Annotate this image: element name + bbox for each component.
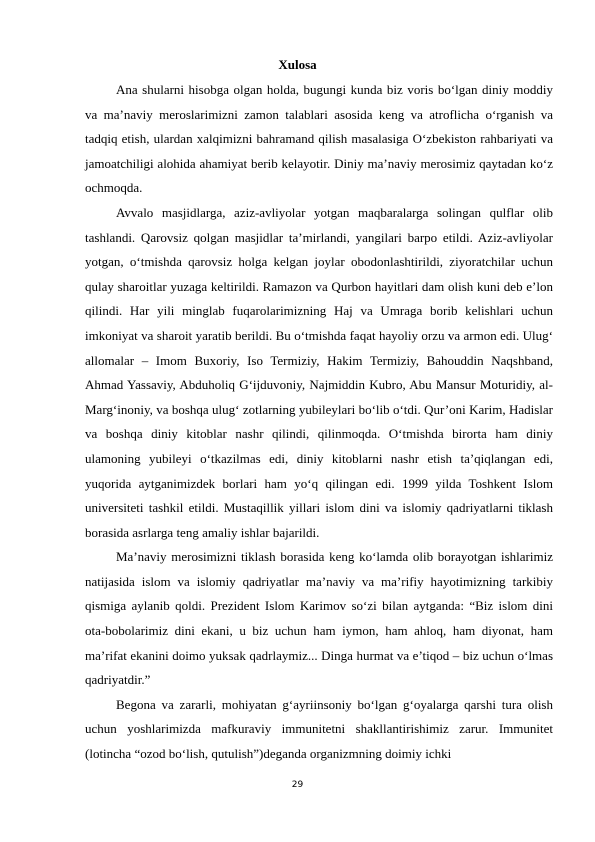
paragraph-2: Avvalo masjidlarga, aziz-avliyolar yotgan maqbaralarga solingan qulflar olib tashlandi. Qarovsiz qolgan masjidlar ta’mirlandi, yangilari barpo etildi. Aziz-avliyolar yotgan, o‘tmishda qarovsiz holga kelgan joylar obodonlashtirildi, ziyoratchilar uchun qulay sharoitlar yuzaga keltirildi. Ramazon va Qurbon hayitlari dam olish kuni deb e’lon qilindi. Har yili minglab fuqarolarimizning Haj va Umraga borib kelishlari uchun imkoniyat va sharoit yaratib berildi. Bu o‘tmishda faqat hayoliy orzu va armon edi. Ulug‘ allomalar – Imom Buxoriy, Iso Termiziy, Hakim Termiziy, Bahouddin Naqshband, Ahmad Yassaviy, Abduholiq G‘ijduvoniy, Najmiddin Kubro, Abu Mansur Moturidiy, al-Marg‘inoniy, va boshqa ulug‘ zotlarning yubileylari bo‘lib o‘tdi. Qur’oni Karim, Hadislar va boshqa diniy kitoblar nashr qilindi, qilinmoqda. O‘tmishda birorta ham diniy ulamoning yubileyi o‘tkazilmas edi, diniy kitoblarni nashr etish ta’qiqlangan edi, yuqorida aytganimizdek borlari ham yo‘q qilingan edi. 1999 yilda Toshkent Islom universiteti tashkil etildi. Mustaqillik yillari islom dini va islomiy qadriyatlarni tiklash borasida asrlarga teng amaliy ishlar bajarildi. xyxy=(85,204,553,540)
paragraph-4: Begona va zararli, mohiyatan g‘ayriinsoniy bo‘lgan g‘oyalarga qarshi tura olish uchun yoshlarimizda mafkuraviy immunitetni shakllantirishimiz zarur. Immunitet (lotincha “ozod bo‘lish, qutulish”)deganda organizmning doimiy ichki xyxy=(85,696,553,762)
paragraph-1: Ana shularni hisobga olgan holda, bugungi kunda biz voris bo‘lgan diniy moddiy va ma’naviy meroslarimizni zamon talablari asosida keng va atroflicha o‘rganish va tadqiq etish, ulardan xalqimizni bahramand qilish masalasiga O‘zbekiston rahbariyati va jamoatchiligi alohida ahamiyat berib kelayotir. Diniy ma’naviy merosimiz qaytadan ko‘z ochmoqda. xyxy=(85,82,553,196)
page-title: Xulosa xyxy=(278,57,317,72)
page-number: 29 xyxy=(291,780,304,790)
body-text xyxy=(85,78,553,767)
paragraph-3: Ma’naviy merosimizni tiklash borasida keng ko‘lamda olib borayotgan ishlarimiz natijasida islom va islomiy qadriyatlar ma’naviy va ma’rifiy hayotimizning tarkibiy qismiga aylanib qoldi. Prezident Islom Karimov so‘zi bilan aytganda: “Biz islom dini ota-bobolarimiz dini ekani, u biz uchun ham iymon, ham ahloq, ham diyonat, ham ma’rifat ekanini doimo yuksak qadrlaymiz... Dinga hurmat va e’tiqod – biz uchun o‘lmas qadriyatdir.” xyxy=(85,549,553,688)
